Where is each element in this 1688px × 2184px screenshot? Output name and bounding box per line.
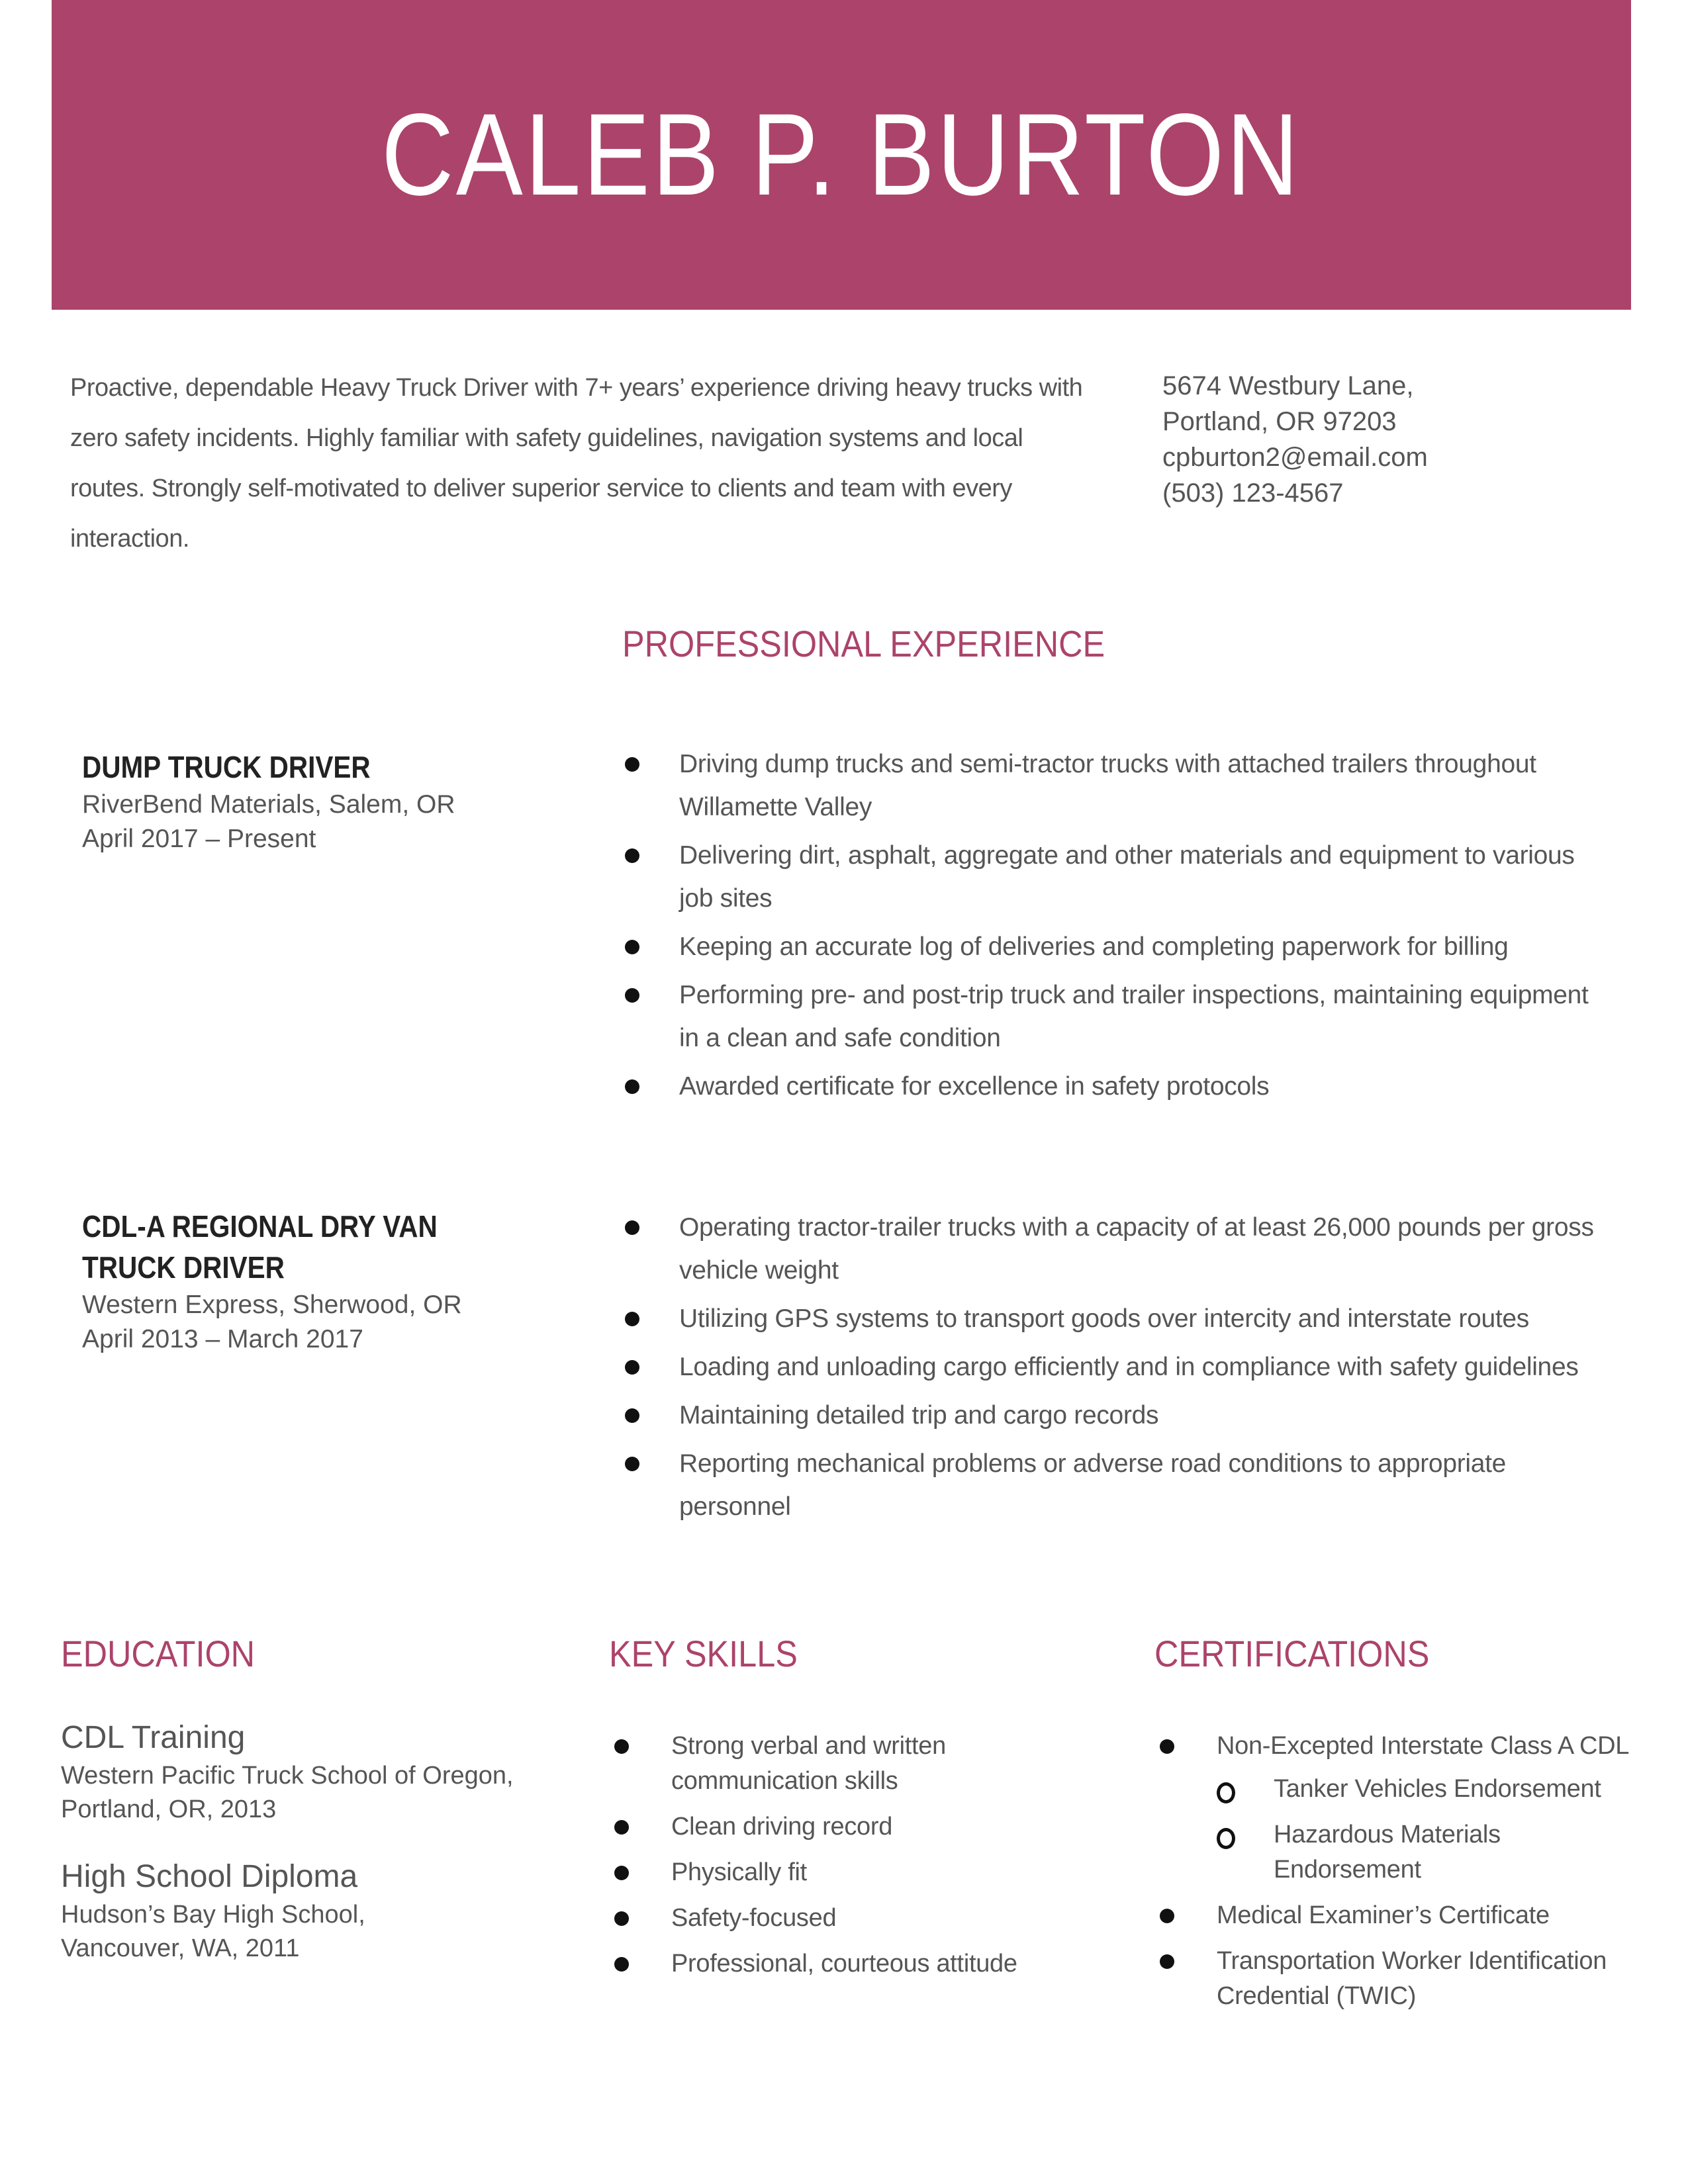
list-item: Awarded certificate for excellence in safety protocols	[625, 1065, 1598, 1108]
list-item: Safety-focused	[614, 1901, 1038, 1936]
certifications-list	[1160, 1729, 1636, 2025]
list-item: Medical Examiner’s Certificate	[1160, 1898, 1636, 1933]
list-item: Physically fit	[614, 1855, 1038, 1890]
experience-heading: PROFESSIONAL EXPERIENCE	[622, 623, 1105, 664]
sub-list-item: Hazardous Materials Endorsement	[1217, 1817, 1636, 1888]
job-title-line-1: CDL-A REGIONAL DRY VAN	[82, 1209, 438, 1244]
skills-heading: KEY SKILLS	[609, 1633, 798, 1674]
education-entry	[61, 1856, 538, 1966]
education-entry	[61, 1717, 538, 1827]
job-2-info	[82, 1206, 532, 1357]
education-list	[61, 1717, 538, 1995]
skills-list	[614, 1729, 1038, 1992]
job-company: Western Express, Sherwood, OR	[82, 1291, 462, 1319]
job-1-info	[82, 747, 532, 856]
degree-name: CDL Training	[61, 1720, 246, 1755]
list-item: Performing pre- and post-trip truck and trailer inspections, maintaining equipment in a clean and safe condition	[625, 974, 1598, 1060]
job-1-duties	[625, 743, 1598, 1113]
candidate-name: CALEB P. BURTON	[381, 90, 1301, 220]
contact-info	[1162, 368, 1626, 511]
list-item: Professional, courteous attitude	[614, 1946, 1038, 1981]
school-location-year: Vancouver, WA, 2011	[61, 1934, 300, 1962]
education-heading: EDUCATION	[61, 1633, 256, 1674]
job-title-line-2: TRUCK DRIVER	[82, 1250, 285, 1285]
list-item: Clean driving record	[614, 1809, 1038, 1844]
phone-number: (503) 123-4567	[1162, 478, 1344, 508]
degree-name: High School Diploma	[61, 1859, 358, 1894]
list-item: Delivering dirt, asphalt, aggregate and other materials and equipment to various job sites	[625, 834, 1598, 920]
list-item: Keeping an accurate log of deliveries and completing paperwork for billing	[625, 925, 1598, 968]
list-item: Strong verbal and written communication skills	[614, 1729, 1038, 1799]
list-item: Maintaining detailed trip and cargo records	[625, 1394, 1598, 1437]
job-2-duties	[625, 1206, 1598, 1533]
school-name: Hudson’s Bay High School,	[61, 1901, 365, 1929]
school-location-year: Portland, OR, 2013	[61, 1796, 277, 1823]
school-name: Western Pacific Truck School of Oregon,	[61, 1762, 514, 1790]
address-line-1: 5674 Westbury Lane,	[1162, 371, 1414, 400]
list-item: Utilizing GPS systems to transport goods over intercity and interstate routes	[625, 1297, 1598, 1340]
job-dates: April 2013 – March 2017	[82, 1325, 363, 1353]
address-line-2: Portland, OR 97203	[1162, 407, 1397, 436]
job-dates: April 2017 – Present	[82, 825, 316, 853]
endorsement-list	[1217, 1772, 1636, 1888]
school-info	[61, 1759, 538, 1827]
name-banner	[52, 0, 1631, 310]
certifications-heading: CERTIFICATIONS	[1154, 1633, 1430, 1674]
job-title: DUMP TRUCK DRIVER	[82, 750, 371, 784]
list-item: Reporting mechanical problems or adverse road conditions to appropriate personnel	[625, 1442, 1598, 1528]
list-item: Loading and unloading cargo efficiently and in compliance with safety guidelines	[625, 1345, 1598, 1388]
list-item: Operating tractor-trailer trucks with a capacity of at least 26,000 pounds per gross vehicle weight	[625, 1206, 1598, 1292]
list-item	[1160, 1729, 1636, 1888]
cert-cdl: Non-Excepted Interstate Class A CDL	[1217, 1732, 1630, 1760]
sub-list-item: Tanker Vehicles Endorsement	[1217, 1772, 1636, 1807]
job-company: RiverBend Materials, Salem, OR	[82, 790, 455, 819]
email-address: cpburton2@email.com	[1162, 443, 1428, 472]
school-info	[61, 1898, 538, 1966]
list-item: Driving dump trucks and semi-tractor trucks with attached trailers throughout Willamette Valley	[625, 743, 1598, 829]
professional-summary: Proactive, dependable Heavy Truck Driver with 7+ years’ experience driving heavy trucks with zero safety incidents. Highly familiar with safety guidelines, navigation systems and local routes. Strongly self-motivated to deliver superior service to clients and team with every interaction.	[70, 374, 1083, 553]
list-item: Transportation Worker Identification Credential (TWIC)	[1160, 1944, 1636, 2014]
